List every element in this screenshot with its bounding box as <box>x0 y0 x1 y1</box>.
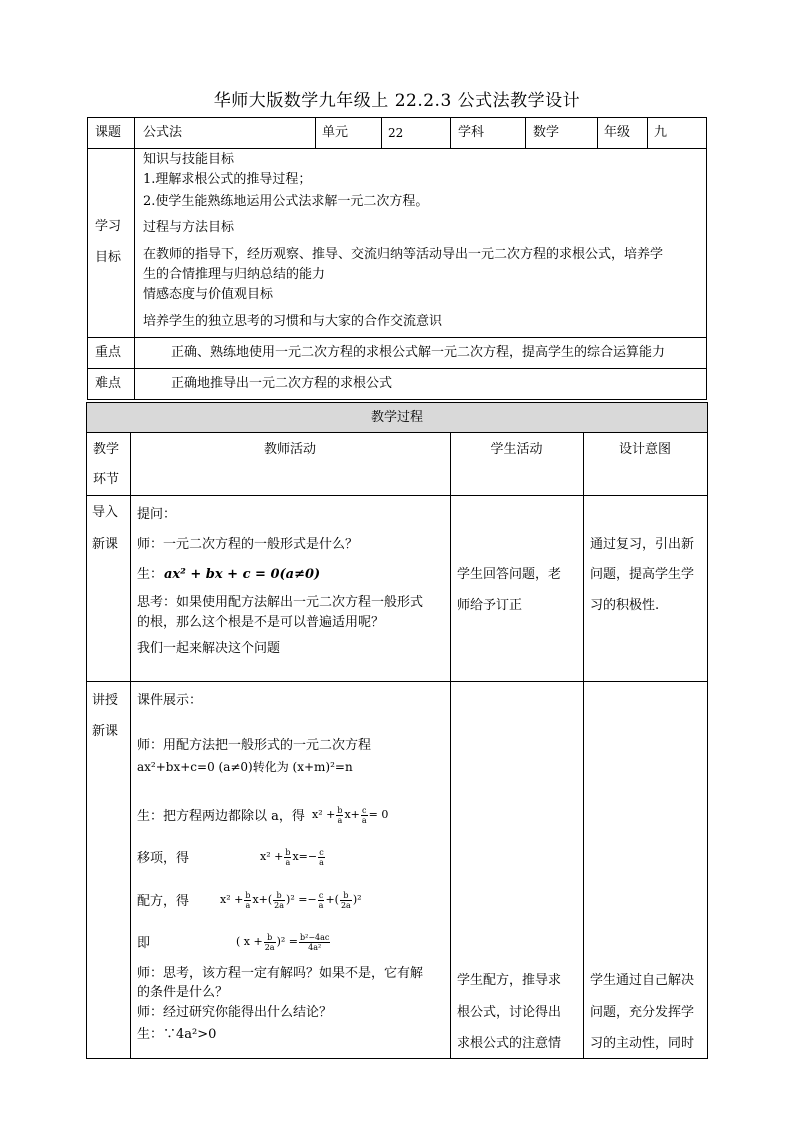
col-stage-header: 教学 <box>93 442 120 457</box>
lecture-teacher-line: 师：思考，该方程一定有解吗？如果不是，它有解 <box>137 966 424 981</box>
objective-line: 过程与方法目标 <box>143 220 235 235</box>
lecture-teacher-line: 课件展示： <box>137 693 203 708</box>
table-border <box>525 117 526 148</box>
intro-intent-line: 通过复习，引出新 <box>590 537 695 552</box>
col-teacher-header: 教师活动 <box>263 442 316 457</box>
grade-value: 九 <box>654 125 668 140</box>
lecture-student-line: 求根公式的注意情 <box>457 1036 562 1051</box>
lecture-teacher-line: 师：经过研究你能得出什么结论？ <box>137 1005 333 1020</box>
key-point-label: 重点 <box>95 345 122 360</box>
formula-square-form: ( x + $\frac{b}{2a}$ )² = $\frac{\text{b²−4ac}}{\text{4a²}}$ <box>236 932 330 952</box>
lecture-intent-line: 习的主动性，同时 <box>590 1036 695 1051</box>
lecture-teacher-line: 生：把方程两边都除以 a，得 <box>137 809 305 824</box>
key-point-text: 正确、熟练地使用一元二次方程的求根公式解一元二次方程，提高学生的综合运算能力 <box>171 345 666 360</box>
col-stage-header: 环节 <box>93 472 120 487</box>
lecture-intent-line: 问题，充分发挥学 <box>590 1005 695 1020</box>
table-border <box>583 432 584 1059</box>
col-student-header: 学生活动 <box>490 442 543 457</box>
table-border <box>134 117 135 399</box>
table-border <box>86 681 708 682</box>
objective-line: 在教师的指导下，经历观察、推导、交流归纳等活动导出一元二次方程的求根公式，培养学 <box>143 247 664 262</box>
intro-student-line: 学生回答问题，老 <box>457 567 562 582</box>
topic-label: 课题 <box>95 125 122 140</box>
formula-complete-square: x² + $\frac{b}{a}$ x+( $\frac{b}{2a}$ )² =− $\frac{c}{a}$ +( $\frac{b}{2a}$ )² <box>220 890 362 910</box>
intro-student-line: 师给予订正 <box>457 598 523 613</box>
table-border <box>87 117 88 399</box>
table-border <box>86 495 708 496</box>
objective-line: 情感态度与价值观目标 <box>143 287 274 302</box>
table-border <box>706 117 707 399</box>
subject-label: 学科 <box>458 125 485 140</box>
table-border <box>87 117 707 118</box>
unit-label: 单元 <box>322 125 349 140</box>
unit-value: 22 <box>388 126 404 140</box>
col-intent-header: 设计意图 <box>618 442 671 457</box>
difficulty-label: 难点 <box>95 376 122 391</box>
intro-intent-line: 问题，提高学生学 <box>590 567 695 582</box>
difficulty-text: 正确地推导出一元二次方程的求根公式 <box>171 376 393 391</box>
formula-divide-by-a: x² + $\frac{b}{a}$ x+ $\frac{c}{a}$ = 0 <box>312 805 389 825</box>
intro-intent-line: 习的积极性. <box>590 598 660 613</box>
intro-teacher-line: 我们一起来解决这个问题 <box>137 641 281 656</box>
lecture-teacher-line: 师：用配方法把一般形式的一元二次方程 <box>137 738 372 753</box>
general-form-formula: ax² + bx + c = 0(a≠0) <box>164 567 321 582</box>
formula-move-terms: x² + $\frac{b}{a}$ x=− $\frac{c}{a}$ <box>260 847 324 867</box>
table-border <box>130 432 131 1059</box>
table-border <box>87 148 707 149</box>
objective-line: 2.使学生能熟练地运用公式法求解一元二次方程。 <box>143 194 429 209</box>
table-border <box>315 117 316 148</box>
table-border <box>87 337 707 338</box>
table-border <box>86 402 708 403</box>
table-border <box>86 402 87 1059</box>
lecture-teacher-line: 的条件是什么？ <box>137 985 229 1000</box>
objective-line: 1.理解求根公式的推导过程； <box>143 172 312 187</box>
subject-value: 数学 <box>533 125 560 140</box>
lecture-teacher-line: 即 <box>137 936 151 951</box>
lecture-teacher-line: 配方，得 <box>137 894 190 909</box>
lecture-stage-label: 新课 <box>92 724 119 739</box>
grade-label: 年级 <box>604 125 631 140</box>
intro-teacher-line: 的根，那么这个根是不是可以普遍适用呢？ <box>137 615 385 630</box>
intro-teacher-line: 师：一元二次方程的一般形式是什么？ <box>137 537 359 552</box>
lecture-intent-line: 学生通过自己解决 <box>590 973 695 988</box>
lecture-student-line: 根公式，讨论得出 <box>457 1005 562 1020</box>
objectives-label: 学习 <box>95 219 122 234</box>
table-border <box>87 368 707 369</box>
intro-teacher-line: 思考：如果使用配方法解出一元二次方程一般形式 <box>137 595 424 610</box>
intro-teacher-line: 提问： <box>137 507 177 522</box>
lecture-teacher-line: 生：∵4a²>0 <box>137 1027 217 1042</box>
table-border <box>707 402 708 1059</box>
lecture-teacher-line: ax²+bx+c=0 (a≠0)转化为 (x+m)²=n <box>137 760 353 774</box>
page-title: 华师大版数学九年级上 22.2.3 公式法教学设计 <box>213 91 581 111</box>
objective-line: 培养学生的独立思考的习惯和与大家的合作交流意识 <box>143 314 443 329</box>
table-border <box>86 1058 708 1059</box>
objective-line: 生的合情推理与归纳总结的能力 <box>143 267 326 282</box>
table-border <box>647 117 648 148</box>
table-border <box>450 432 451 1059</box>
objective-line: 知识与技能目标 <box>143 152 235 167</box>
objectives-label: 目标 <box>95 250 122 265</box>
process-header: 教学过程 <box>370 410 423 425</box>
lecture-teacher-line: 移项，得 <box>137 851 190 866</box>
table-border <box>381 117 382 148</box>
lecture-stage-label: 讲授 <box>92 693 119 708</box>
intro-stage-label: 新课 <box>92 537 119 552</box>
table-border <box>450 117 451 148</box>
table-border <box>87 399 707 400</box>
intro-stage-label: 导入 <box>92 505 119 520</box>
topic-value: 公式法 <box>143 125 183 140</box>
table-border <box>86 432 708 433</box>
lecture-student-line: 学生配方，推导求 <box>457 973 562 988</box>
intro-teacher-line: 生： <box>137 567 164 582</box>
table-border <box>597 117 598 148</box>
